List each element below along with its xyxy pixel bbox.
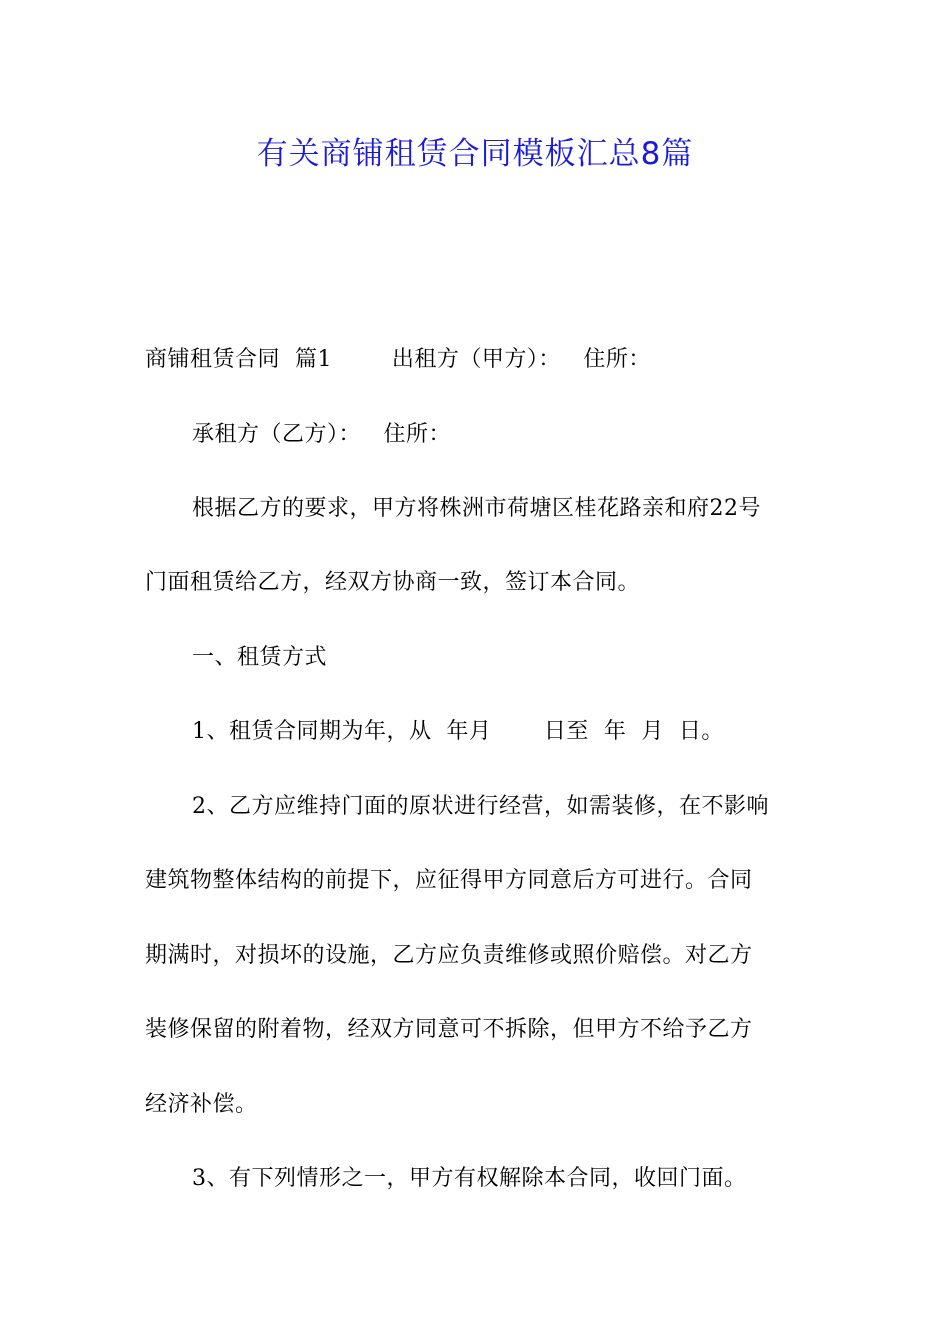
clause-line: 期满时，对损坏的设施，乙方应负责维修或照价赔偿。对乙方 xyxy=(145,943,753,968)
paragraph-line: 根据乙方的要求，甲方将株洲市荷塘区桂花路亲和府22号 xyxy=(192,496,761,521)
paragraph-line: 门面租赁给乙方，经双方协商一致，签订本合同。 xyxy=(145,570,641,595)
clause-line: 经济补偿。 xyxy=(145,1092,258,1117)
clause-line: 2、乙方应维持门面的原状进行经营，如需装修，在不影响 xyxy=(192,794,769,819)
lessee-line: 承租方（乙方）： 住所： xyxy=(192,422,451,447)
clause-line: 装修保留的附着物，经双方同意可不拆除，但甲方不给予乙方 xyxy=(145,1017,753,1042)
document-title: 有关商铺租赁合同模板汇总8篇 xyxy=(256,136,694,172)
clause-line: 建筑物整体结构的前提下，应征得甲方同意后方可进行。合同 xyxy=(145,868,753,893)
contract-heading-line: 商铺租赁合同 篇1 出租方（甲方）： 住所： xyxy=(145,347,651,372)
clause-line: 3、有下列情形之一，甲方有权解除本合同，收回门面。 xyxy=(192,1166,747,1191)
clause-line: 1、租赁合同期为年，从 年月 日至 年 月 日。 xyxy=(192,719,724,744)
section-heading: 一、租赁方式 xyxy=(192,645,328,670)
